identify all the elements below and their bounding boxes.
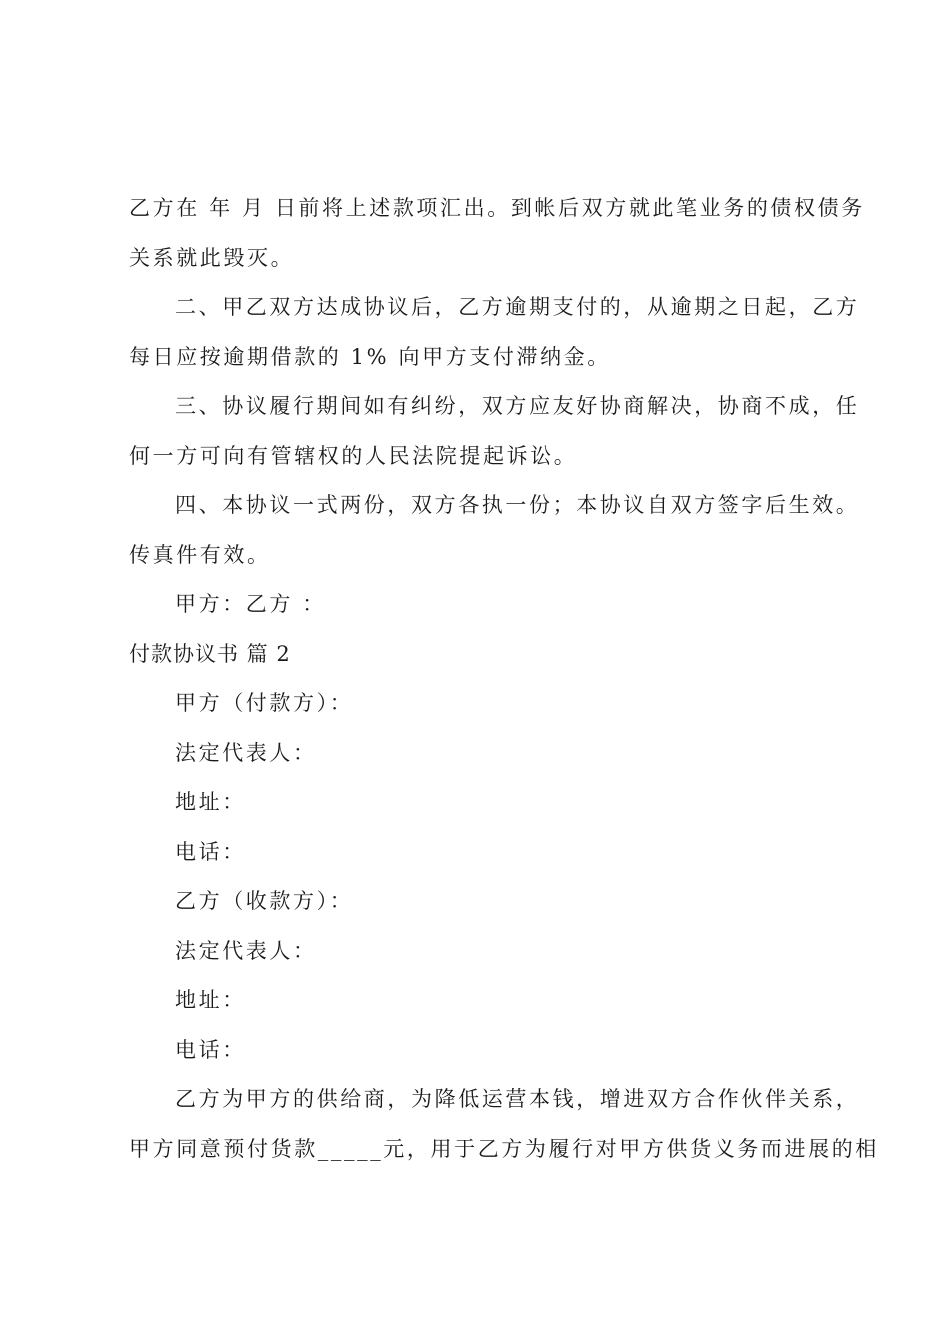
clause-4-line-2: 传真件有效。	[129, 542, 271, 567]
party-a-phone: 电话：	[175, 839, 246, 864]
party-b-label: 乙方（收款方）：	[175, 889, 354, 913]
clause-3-line-1: 三、协议履行期间如有纠纷，双方应友好协商解决，协商不成，任	[175, 394, 860, 418]
clause-2-line-2: 每日应按逾期借款的 1% 向甲方支付滞纳金。	[129, 344, 611, 369]
party-a-label: 甲方（付款方）：	[175, 691, 354, 715]
clause-1-line-2: 关系就此毁灭。	[129, 245, 295, 270]
clause-4-line-1: 四、本协议一式两份，双方各执一份；本协议自双方签字后生效。	[175, 493, 860, 517]
party-b-representative: 法定代表人：	[175, 938, 317, 963]
section-heading: 付款协议书 篇 2	[129, 641, 291, 666]
signature-line: 甲方：乙方 ：	[175, 592, 326, 616]
party-b-address: 地址：	[175, 988, 246, 1012]
party-b-phone: 电话：	[175, 1037, 246, 1062]
clause-3-line-2: 何一方可向有管辖权的人民法院提起诉讼。	[129, 443, 578, 468]
party-a-address: 地址：	[175, 790, 246, 814]
body-paragraph-line-2: 甲方同意预付货款_____元，用于乙方为履行对甲方供货义务而进展的相	[129, 1136, 879, 1161]
clause-2-line-1: 二、甲乙双方达成协议后，乙方逾期支付的，从逾期之日起，乙方	[175, 295, 860, 319]
party-a-representative: 法定代表人：	[175, 740, 317, 765]
clause-1-line-1: 乙方在 年 月 日前将上述款项汇出。到帐后双方就此笔业务的债权债务	[129, 196, 865, 220]
body-paragraph-line-1: 乙方为甲方的供给商，为降低运营本钱，增进双方合作伙伴关系，	[175, 1087, 860, 1111]
document-body	[129, 184, 879, 1174]
